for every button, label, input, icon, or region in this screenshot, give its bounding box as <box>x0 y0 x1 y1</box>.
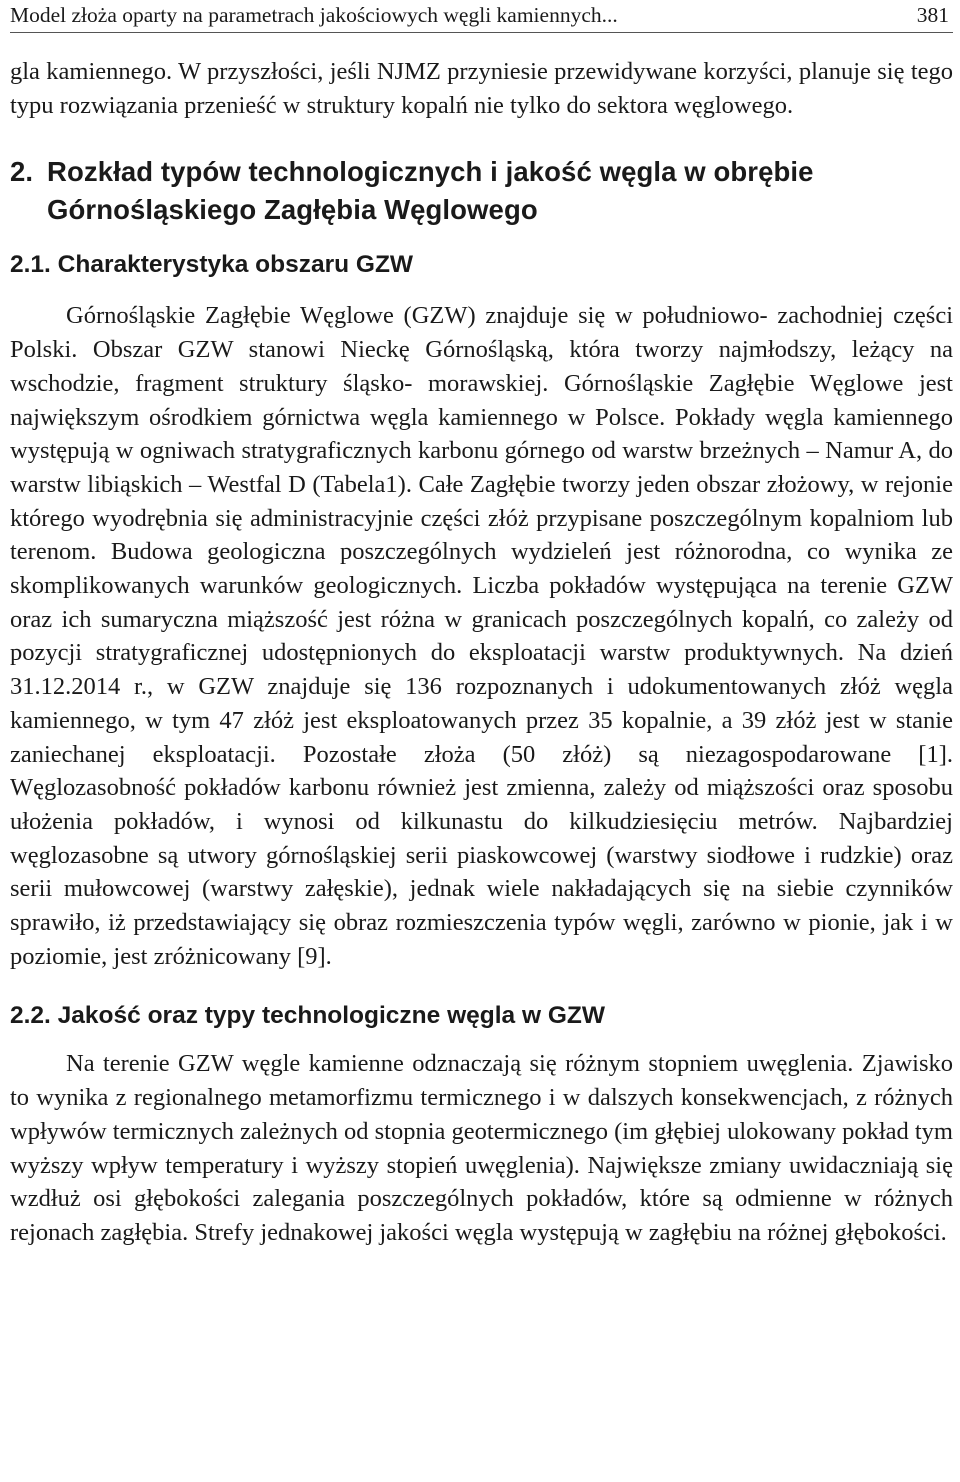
subsection-heading: 2.1. Charakterystyka obszaru GZW <box>10 251 414 279</box>
running-header <box>10 0 953 33</box>
document-page <box>10 0 953 1250</box>
page-number: 381 <box>916 3 949 27</box>
running-title: Model złoża oparty na parametrach jakościowych węgli kamiennych... <box>10 3 618 27</box>
section-title-line2: Górnośląskiego Zagłębia Węglowego <box>47 194 538 226</box>
section-title-line1: Rozkład typów technologicznych i jakość węgla w obrębie <box>47 156 814 188</box>
paragraph-coal-quality: Na terenie GZW węgle kamienne odznaczają się różnym stopniem uwęglenia. Zjawisko to wynika z regionalnego metamorfizmu termicznego i w dalszych konsekwencjach, z różnych wpływów termicznych zależnych od stopnia geotermicznego (im głębiej ulokowany pokład tym wyższy wpływ temperatury i wyższy stopień uwęglenia). Największe zmiany uwidaczniają się wzdłuż osi głębokości zalegania poszczególnych pokładów, które są odmienne w różnych rejonach zagłębia. Strefy jednakowej jakości węgla występują w zagłębiu na różnej głębokości. <box>10 1050 953 1246</box>
subsection-heading: 2.2. Jakość oraz typy technologiczne węgla w GZW <box>10 1002 605 1030</box>
paragraph-gzw-characteristics: Górnośląskie Zagłębie Węglowe (GZW) znajduje się w południowo- zachodniej części Polski. Obszar GZW stanowi Nieckę Górnośląską, która tworzy najmłodszy, leżący na wschodzie, fragment struktury śląsko- morawskiej. Górnośląskie Zagłębie Węglowe jest największym ośrodkiem górnictwa węgla kamiennego w Polsce. Pokłady węgla kamiennego występują w ogniwach stratygraficznych karbonu górnego od warstw brzeżnych – Namur A, do warstw libiąskich – Westfal D (Tabela1). Całe Zagłębie tworzy jeden obszar złożowy, w rejonie którego wyodrębnia się administracyjnie części złóż przypisane poszczególnym kopalniom lub terenom. Budowa geologiczna poszczególnych wydzieleń jest różnorodna, co wynika ze skomplikowanych warunków geologicznych. Liczba pokładów występująca na terenie GZW oraz ich sumaryczna miąższość jest różna w granicach poszczególnych kopalń, co zależy od pozycji stratygraficznej udostępnionych do eksploatacji warstw produktywnych. Na dzień 31.12.2014 r., w GZW znajduje się 136 rozpoznanych i udokumentowanych złóż węgla kamiennego, w tym 47 złóż jest eksploatowanych przez 35 kopalnie, a 39 złóż jest w stanie zaniechanej eksploatacji. Pozostałe złoża (50 złóż) są niezagospodarowane [1]. Węglozasobność pokładów karbonu również jest zmienna, zależy od miąższości oraz sposobu ułożenia pokładów, i wynosi od kilkunastu do kilkudziesięciu metrów. Najbardziej węglozasobne są utwory górnośląskiej serii piaskowcowej (warstwy siodłowe i rudzkie) oraz serii mułowcowej (warstwy załęskie), jednak wiele nakładających się na siebie czynników sprawiło, iż przedstawiający się obraz rozmieszczenia typów węgli, zarówno w pionie, jak i w poziomie, jest zróżnicowany [9]. <box>10 302 953 970</box>
section-heading <box>10 153 953 229</box>
section-number: 2. <box>10 156 34 188</box>
paragraph-continuation: gla kamiennego. W przyszłości, jeśli NJMZ przyniesie przewidywane korzyści, planuje się tego typu rozwiązania przenieść w struktury kopalń nie tylko do sektora węglowego. <box>10 58 953 119</box>
